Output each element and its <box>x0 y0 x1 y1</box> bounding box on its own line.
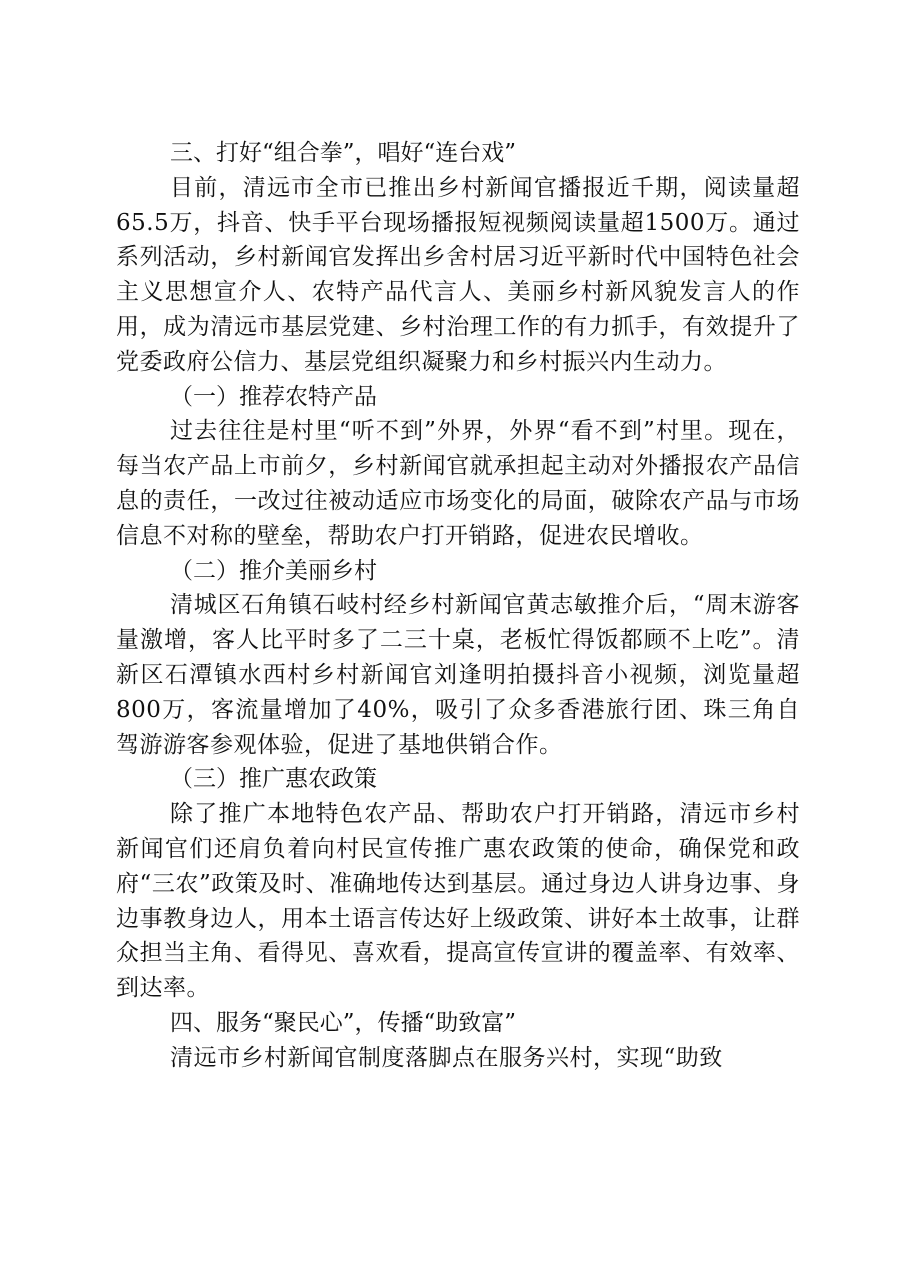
paragraph-service: 清远市乡村新闻官制度落脚点在服务兴村，实现“助致 <box>170 1044 723 1071</box>
paragraph-policies: 除了推广本地特色农产品、帮助农户打开销路，清远市乡村新闻官们还肩负着向村民宣传推广惠农政策的使命，确保党和政府“三农”政策及时、准确地传达到基层。通过身边人讲身边事、身边事教身边人，用本土语言传达好上级政策、讲好本土故事，让群众担当主角、看得见、喜欢看，提高宣传宣讲的覆盖率、有效率、到达率。 <box>116 801 800 1002</box>
subsection-heading-2: （二）推介美丽乡村 <box>170 557 377 584</box>
subsection-heading-1: （一）推荐农特产品 <box>170 383 377 410</box>
paragraph-villages: 清城区石角镇石岐村经乡村新闻官黄志敏推介后，“周末游客量激增，客人比平时多了二三十桌，老板忙得饭都顾不上吃”。清新区石潭镇水西村乡村新闻官刘逢明拍摄抖音小视频，浏览量超800万，客流量增加了40%，吸引了众多香港旅行团、珠三角自驾游游客参观体验，促进了基地供销合作。 <box>116 592 800 758</box>
section-heading-3: 三、打好“组合拳”，唱好“连台戏” <box>170 140 517 166</box>
document-body <box>116 136 800 1076</box>
paragraph-overview: 目前，清远市全市已推出乡村新闻官播报近千期，阅读量超65.5万，抖音、快手平台现场播报短视频阅读量超1500万。通过系列活动，乡村新闻官发挥出乡舍村居习近平新时代中国特色社会主义思想宣介人、农特产品代言人、美丽乡村新风貌发言人的作用，成为清远市基层党建、乡村治理工作的有力抓手，有效提升了党委政府公信力、基层党组织凝聚力和乡村振兴内生动力。 <box>116 174 800 375</box>
section-heading-4: 四、服务“聚民心”，传播“助致富” <box>170 1009 517 1036</box>
subsection-heading-3: （三）推广惠农政策 <box>170 766 377 793</box>
paragraph-products: 过去往往是村里“听不到”外界，外界“看不到”村里。现在，每当农产品上市前夕，乡村新闻官就承担起主动对外播报农产品信息的责任，一改过往被动适应市场变化的局面，破除农产品与市场信息不对称的壁垒，帮助农户打开销路，促进农民增收。 <box>116 418 800 549</box>
